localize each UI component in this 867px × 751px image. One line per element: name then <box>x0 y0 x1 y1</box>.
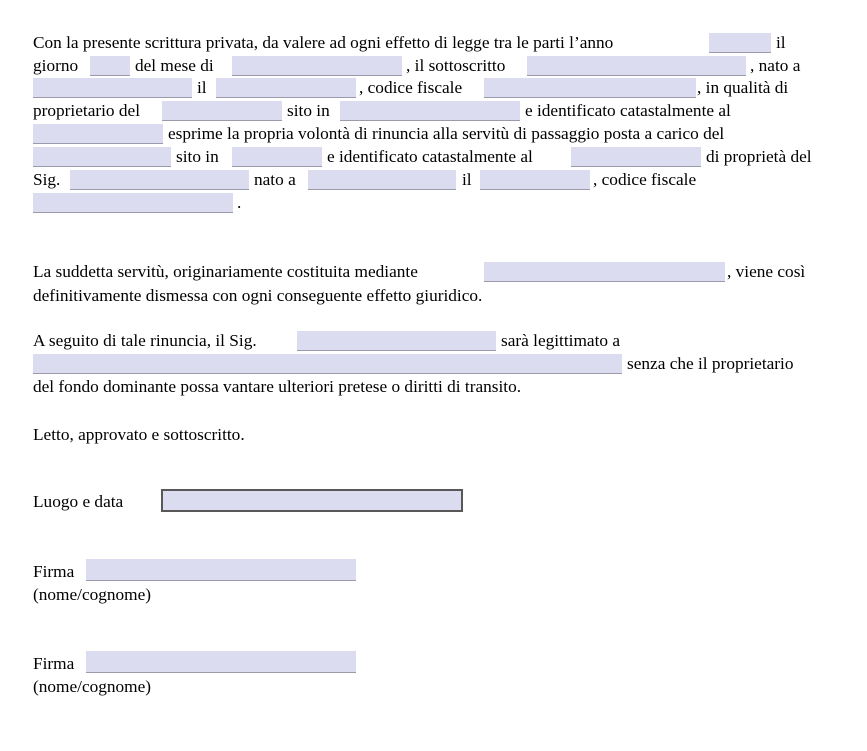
text: di proprietà del <box>706 147 812 166</box>
text: il <box>776 33 786 52</box>
text: , nato a <box>750 56 801 75</box>
text: definitivamente dismessa con ogni conseguente effetto giuridico. <box>33 286 483 305</box>
signature-sublabel: (nome/cognome) <box>33 585 152 604</box>
signature-field-1[interactable] <box>86 559 356 581</box>
text: sito in <box>287 101 330 120</box>
year-field[interactable] <box>709 33 771 53</box>
text: . <box>237 193 242 212</box>
servient-cadastral-field[interactable] <box>571 147 701 167</box>
day-field[interactable] <box>90 56 130 76</box>
signature-label: Firma <box>33 562 75 581</box>
text: nato a <box>254 170 296 189</box>
constitution-deed-field[interactable] <box>484 262 725 282</box>
text: A seguito di tale rinuncia, il Sig. <box>33 331 257 350</box>
owner-tax-code-field[interactable] <box>33 193 233 213</box>
text: Sig. <box>33 170 61 189</box>
text: giorno <box>33 56 79 75</box>
signature-sublabel: (nome/cognome) <box>33 677 152 696</box>
birthdate-field[interactable] <box>216 78 356 98</box>
dominant-cadastral-field[interactable] <box>33 124 163 144</box>
undersigned-name-field[interactable] <box>527 56 746 76</box>
beneficiary-name-field[interactable] <box>297 331 496 351</box>
text: il <box>197 78 207 97</box>
text: il <box>462 170 472 189</box>
place-date-label: Luogo e data <box>33 492 124 511</box>
text: proprietario del <box>33 101 141 120</box>
month-field[interactable] <box>232 56 402 76</box>
signature-label: Firma <box>33 654 75 673</box>
text: Con la presente scrittura privata, da valere ad ogni effetto di legge tra le parti l’anno <box>33 33 614 52</box>
dominant-property-field[interactable] <box>162 101 282 121</box>
owner-name-field[interactable] <box>70 170 249 190</box>
servient-location-field[interactable] <box>232 147 322 167</box>
tax-code-field[interactable] <box>484 78 696 98</box>
text: sarà legittimato a <box>501 331 621 350</box>
text: , codice fiscale <box>593 170 697 189</box>
servient-property-field[interactable] <box>33 147 171 167</box>
signature-field-2[interactable] <box>86 651 356 673</box>
text: e identificato catastalmente al <box>525 101 731 120</box>
place-date-field[interactable] <box>161 489 463 512</box>
text: , in qualità di <box>697 78 789 97</box>
birthplace-field[interactable] <box>33 78 192 98</box>
closing-statement: Letto, approvato e sottoscritto. <box>33 425 245 444</box>
permitted-use-field[interactable] <box>33 354 622 374</box>
text: , codice fiscale <box>359 78 463 97</box>
dominant-location-field[interactable] <box>340 101 520 121</box>
text: La suddetta servitù, originariamente costituita mediante <box>33 262 418 281</box>
text: sito in <box>176 147 219 166</box>
owner-birthplace-field[interactable] <box>308 170 456 190</box>
text: , viene così <box>727 262 806 281</box>
owner-birthdate-field[interactable] <box>480 170 590 190</box>
text: , il sottoscritto <box>406 56 506 75</box>
text: senza che il proprietario <box>627 354 794 373</box>
text: del mese di <box>135 56 214 75</box>
text: esprime la propria volontà di rinuncia alla servitù di passaggio posta a carico del <box>168 124 725 143</box>
text: e identificato catastalmente al <box>327 147 533 166</box>
text: del fondo dominante possa vantare ulteriori pretese o diritti di transito. <box>33 377 522 396</box>
